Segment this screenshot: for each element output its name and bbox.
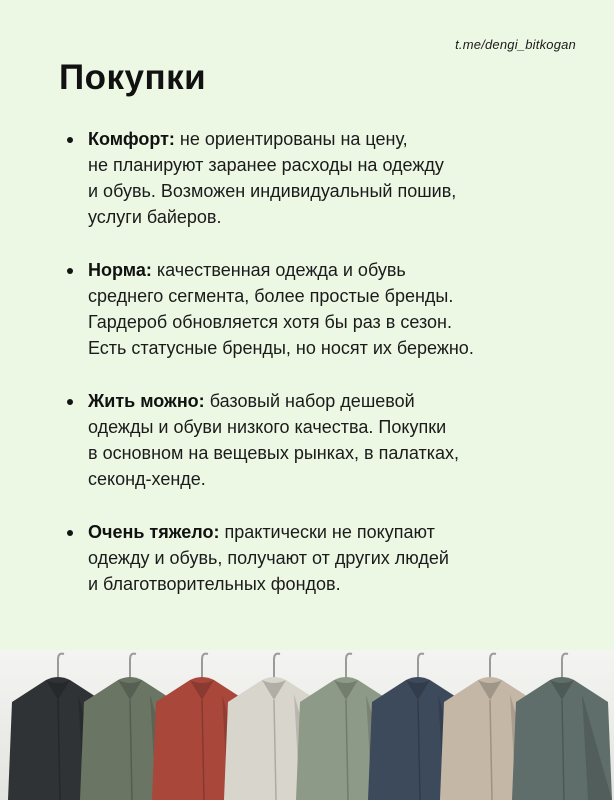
list-item-livable xyxy=(64,388,584,492)
item-line xyxy=(88,257,584,283)
item-term: Норма: xyxy=(88,260,152,280)
page-title: Покупки xyxy=(59,58,207,97)
item-text: секонд-хенде. xyxy=(88,469,206,489)
list-item-norm xyxy=(64,257,584,361)
bullet-dot xyxy=(67,530,73,536)
item-text: практически не покупают xyxy=(224,522,435,542)
item-text: не ориентированы на цену, xyxy=(179,129,408,149)
item-text: одежды и обуви низкого качества. Покупки xyxy=(88,417,447,437)
item-text: одежду и обувь, получают от других людей xyxy=(88,548,449,568)
item-text: базовый набор дешевой xyxy=(209,391,415,411)
item-text: и обувь. Возможен индивидуальный пошив, xyxy=(88,181,457,201)
item-text: качественная одежда и обувь xyxy=(156,260,406,280)
item-text: Гардероб обновляется хотя бы раз в сезон. xyxy=(88,312,452,332)
bullet-dot xyxy=(67,268,73,274)
clothes-rack-photo xyxy=(0,650,614,800)
clothes-rack-illustration xyxy=(0,650,614,800)
item-text: услуги байеров. xyxy=(88,207,222,227)
item-line xyxy=(88,388,584,414)
bullet-dot xyxy=(67,137,73,143)
item-text: в основном на вещевых рынках, в палатках, xyxy=(88,443,459,463)
item-text: Есть статусные бренды, но носят их бережно. xyxy=(88,338,474,358)
item-text: не планируют заранее расходы на одежду xyxy=(88,155,444,175)
item-term: Жить можно: xyxy=(88,391,205,411)
item-text: среднего сегмента, более простые бренды. xyxy=(88,286,454,306)
item-term: Комфорт: xyxy=(88,129,175,149)
item-text: и благотворительных фондов. xyxy=(88,574,341,594)
bullet-dot xyxy=(67,399,73,405)
item-term: Очень тяжело: xyxy=(88,522,220,542)
list-item-comfort xyxy=(64,126,584,230)
item-line xyxy=(88,519,584,545)
channel-handle[interactable]: t.me/dengi_bitkogan xyxy=(455,37,576,52)
list-item-very-hard xyxy=(64,519,584,597)
bullet-list xyxy=(64,126,584,624)
item-line xyxy=(88,126,584,152)
